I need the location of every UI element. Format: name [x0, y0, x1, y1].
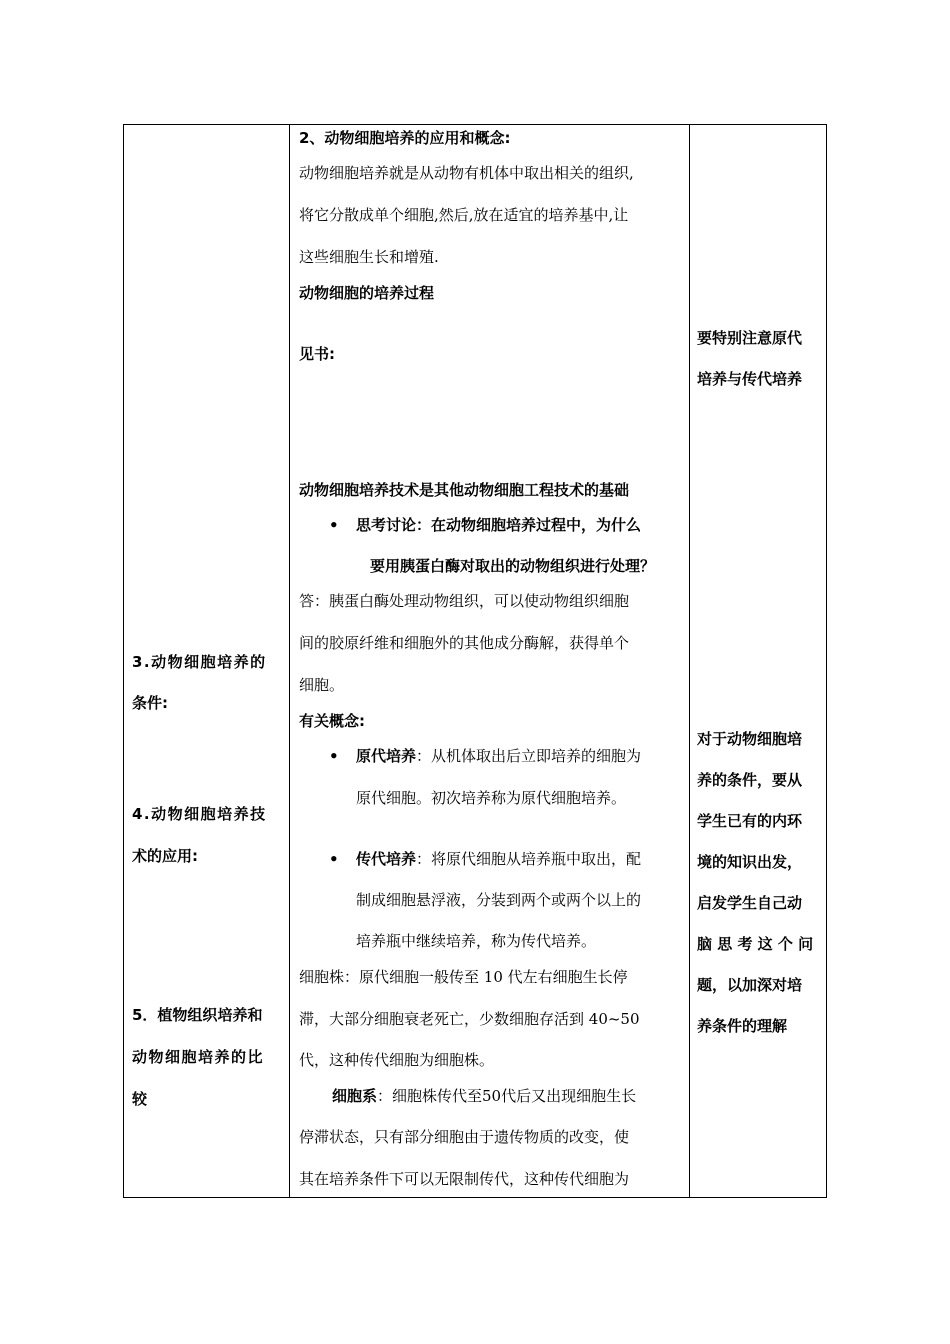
item3-line2: 条件: [132, 694, 168, 712]
answer-line: 间的胶原纤维和细胞外的其他成分酶解，获得单个 [299, 634, 630, 652]
teaching-note: 培养与传代培养 [697, 370, 803, 388]
bullet-icon: • [329, 850, 339, 868]
discussion-question: 要用胰蛋白酶对取出的动物组织进行处理？ [370, 557, 656, 575]
answer-line: 细胞。 [299, 676, 345, 694]
bullet-icon: • [329, 747, 339, 765]
cell-line-text: ：细胞株传代至50代后又出现细胞生长 [377, 1087, 637, 1105]
cell-line-line: 停滞状态，只有部分细胞由于遗传物质的改变，使 [299, 1128, 630, 1146]
concepts-title: 有关概念: [299, 712, 365, 730]
teaching-note: 学生已有的内环 [697, 812, 803, 830]
cell-strain-line: 代，这种传代细胞为细胞株。 [299, 1051, 495, 1069]
lesson-table [123, 124, 827, 1198]
passage-culture-line [356, 849, 641, 869]
left-column-cell [124, 125, 289, 1197]
basis-statement: 动物细胞培养技术是其他动物细胞工程技术的基础 [299, 481, 630, 499]
definition-line: 这些细胞生长和增殖. [299, 248, 439, 266]
teaching-note: 养条件的理解 [697, 1017, 788, 1035]
cell-line-line: 其在培养条件下可以无限制传代，这种传代细胞为 [299, 1170, 630, 1188]
bullet-icon: • [329, 516, 339, 534]
teaching-note: 要特别注意原代 [697, 329, 803, 347]
item5-line2: 动物细胞培养的比 [132, 1048, 265, 1066]
teaching-note: 养的条件，要从 [697, 771, 803, 789]
item5-line3: 较 [132, 1090, 148, 1108]
definition-line: 动物细胞培养就是从动物有机体中取出相关的组织, [299, 164, 634, 182]
cell-strain-line: 滞，大部分细胞衰老死亡，少数细胞存活到 40~50 [299, 1010, 640, 1028]
teaching-note: 对于动物细胞培 [697, 730, 803, 748]
teaching-note: 脑 思 考 这 个 问 [697, 935, 814, 953]
primary-culture-text: ：从机体取出后立即培养的细胞为 [416, 747, 642, 765]
passage-culture-line: 培养瓶中继续培养，称为传代培养。 [356, 932, 597, 950]
middle-column-cell [289, 125, 689, 1197]
definition-line: 将它分散成单个细胞,然后,放在适宜的培养基中,让 [299, 206, 629, 224]
passage-culture-term: 传代培养 [356, 850, 417, 868]
teaching-note: 题，以加深对培 [697, 976, 803, 994]
process-title: 动物细胞的培养过程 [299, 284, 435, 302]
teaching-note: 启发学生自己动 [697, 894, 803, 912]
teaching-note: 境的知识出发， [697, 853, 803, 871]
primary-culture-line: 原代细胞。初次培养称为原代细胞培养。 [356, 789, 627, 807]
answer-line: 答：胰蛋白酶处理动物组织，可以使动物组织细胞 [299, 592, 630, 610]
section-heading: 2、动物细胞培养的应用和概念: [299, 129, 511, 147]
item4-line1: 4.动物细胞培养技 [132, 805, 267, 823]
discussion-question: 思考讨论：在动物细胞培养过程中，为什么 [356, 516, 642, 534]
item3-line1: 3.动物细胞培养的 [132, 653, 267, 671]
item4-line2: 术的应用: [132, 847, 198, 865]
see-book-label: 见书: [299, 345, 335, 363]
right-column-cell [689, 125, 828, 1197]
passage-culture-line: 制成细胞悬浮液，分装到两个或两个以上的 [356, 891, 642, 909]
passage-culture-text: ：将原代细胞从培养瓶中取出，配 [416, 850, 642, 868]
cell-line-term: 细胞系 [332, 1087, 378, 1105]
primary-culture-line [356, 746, 641, 766]
cell-line-line [332, 1086, 636, 1106]
item5-line1: 5．植物组织培养和 [132, 1006, 263, 1024]
primary-culture-term: 原代培养 [356, 747, 417, 765]
cell-strain-line: 细胞株：原代细胞一般传至 10 代左右细胞生长停 [299, 968, 628, 986]
